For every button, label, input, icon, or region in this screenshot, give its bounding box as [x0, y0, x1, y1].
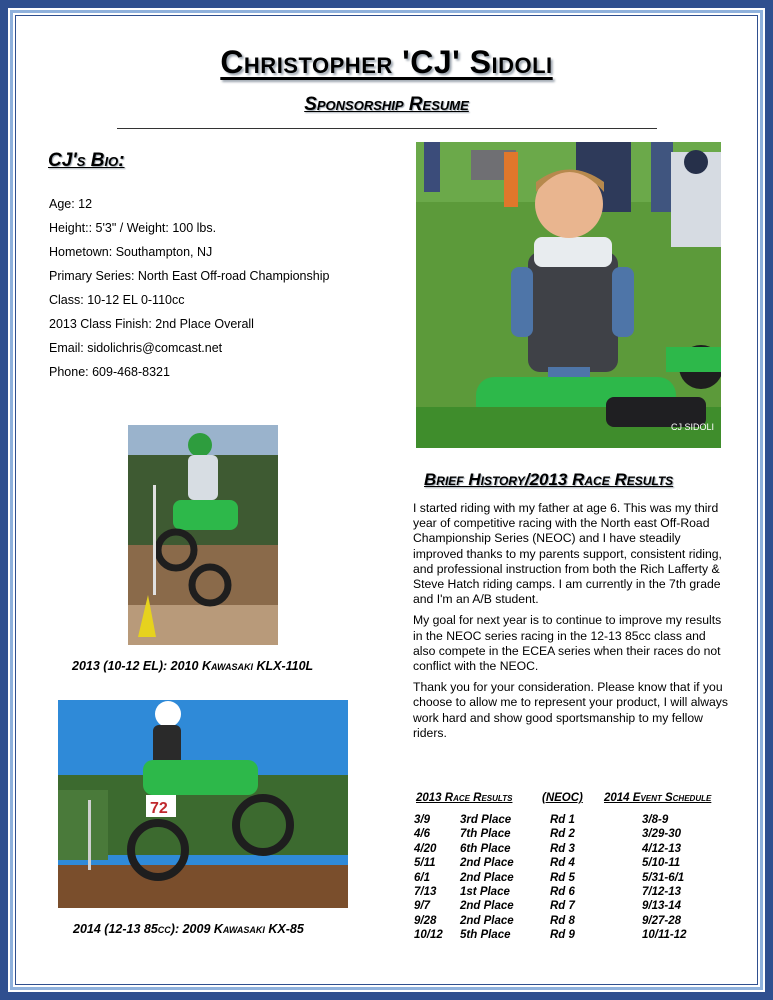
row-date: 6/1	[414, 871, 430, 884]
bio-class: Class: 10-12 EL 0-110cc	[49, 293, 185, 307]
resume-subtitle: Sponsorship Resume	[304, 94, 469, 115]
table-row	[414, 843, 734, 857]
row-round: Rd 9	[550, 929, 575, 942]
row-date: 4/6	[414, 828, 430, 841]
bio-primary-series: Primary Series: North East Off-road Championship	[49, 269, 330, 283]
row-round: Rd 7	[550, 900, 575, 913]
results-table	[414, 792, 734, 944]
row-place: 2nd Place	[460, 857, 514, 870]
row-event: 9/27-28	[642, 914, 682, 927]
bio-age: Age: 12	[49, 197, 93, 211]
header-series: (NEOC)	[542, 792, 583, 804]
row-round: Rd 4	[550, 857, 575, 870]
history-text	[413, 501, 729, 747]
row-place: 3rd Place	[460, 814, 512, 826]
results-header-row	[414, 792, 734, 814]
header-divider	[117, 128, 657, 129]
row-event: 10/11-12	[642, 929, 687, 942]
bike-photo-2013	[128, 425, 278, 645]
row-place: 1st Place	[460, 885, 510, 898]
row-place: 7th Place	[460, 828, 511, 841]
table-row	[414, 857, 734, 871]
table-row	[414, 915, 734, 929]
bio-email: Email: sidolichris@comcast.net	[49, 341, 223, 355]
table-row	[414, 886, 734, 900]
row-date: 9/7	[414, 900, 430, 913]
row-event: 3/8-9	[642, 814, 669, 826]
bio-hometown: Hometown: Southampton, NJ	[49, 245, 213, 259]
row-event: 4/12-13	[642, 842, 682, 855]
bio-list	[49, 196, 329, 388]
header-event-schedule: 2014 Event Schedule	[604, 792, 712, 804]
row-round: Rd 2	[550, 828, 575, 841]
table-row	[414, 828, 734, 842]
history-paragraph: Thank you for your consideration. Please know that if you choose to allow me to represent your product, I will always work hard and show good sportsmanship to my fellow riders.	[413, 680, 728, 740]
resume-title: Christopher 'CJ' Sidoli	[220, 44, 553, 80]
bio-height-weight: Height:: 5'3" / Weight: 100 lbs.	[49, 221, 217, 235]
table-row	[414, 814, 734, 828]
table-row	[414, 872, 734, 886]
row-place: 5th Place	[460, 929, 511, 942]
portrait-photo	[416, 142, 721, 448]
row-date: 9/28	[414, 914, 437, 927]
row-date: 5/11	[414, 857, 436, 870]
row-date: 10/12	[414, 929, 443, 942]
bio-class-finish: 2013 Class Finish: 2nd Place Overall	[49, 317, 254, 331]
bio-phone: Phone: 609-468-8321	[49, 365, 170, 379]
row-round: Rd 1	[550, 814, 575, 826]
table-row	[414, 929, 734, 943]
row-event: 5/10-11	[642, 857, 681, 870]
bike-photo-2014	[58, 700, 348, 908]
header-race-results: 2013 Race Results	[416, 792, 513, 804]
table-row	[414, 900, 734, 914]
bike-plate-number: 72	[150, 800, 168, 817]
row-round: Rd 5	[550, 871, 575, 884]
caption-2013-bike: 2013 (10-12 EL): 2010 Kawasaki KLX-110L	[72, 659, 314, 673]
history-paragraph: I started riding with my father at age 6. This was my third year of competitive racing with the North east Off-Road Championship Series (NEOC) and I have steadily improved thanks to my parents support, consistent riding, and professional instruction from both the Rich Lafferty & Steve Hatch riding camps. I am currently in the 7th grade and I'm an A/B student.	[413, 501, 722, 607]
caption-2014-bike: 2014 (12-13 85cc): 2009 Kawasaki KX-85	[73, 922, 304, 936]
row-event: 5/31-6/1	[642, 871, 685, 884]
row-place: 2nd Place	[460, 900, 514, 913]
row-place: 6th Place	[460, 842, 511, 855]
row-place: 2nd Place	[460, 871, 514, 884]
row-date: 3/9	[414, 814, 430, 826]
row-event: 9/13-14	[642, 900, 682, 913]
row-event: 7/12-13	[642, 885, 682, 898]
bike-name-decal: CJ SIDOLI	[671, 422, 715, 432]
row-round: Rd 3	[550, 842, 575, 855]
row-round: Rd 6	[550, 885, 575, 898]
row-place: 2nd Place	[460, 914, 514, 927]
row-event: 3/29-30	[642, 828, 682, 841]
row-date: 4/20	[414, 842, 437, 855]
row-round: Rd 8	[550, 914, 575, 927]
bio-heading: CJ's Bio:	[48, 150, 125, 171]
history-heading: Brief History/2013 Race Results	[424, 470, 674, 489]
history-paragraph: My goal for next year is to continue to improve my results in the NEOC series racing in the 12-13 85cc class and also compete in the ECEA series when their races do not conflict with the NEOC.	[413, 613, 722, 674]
row-date: 7/13	[414, 885, 437, 898]
